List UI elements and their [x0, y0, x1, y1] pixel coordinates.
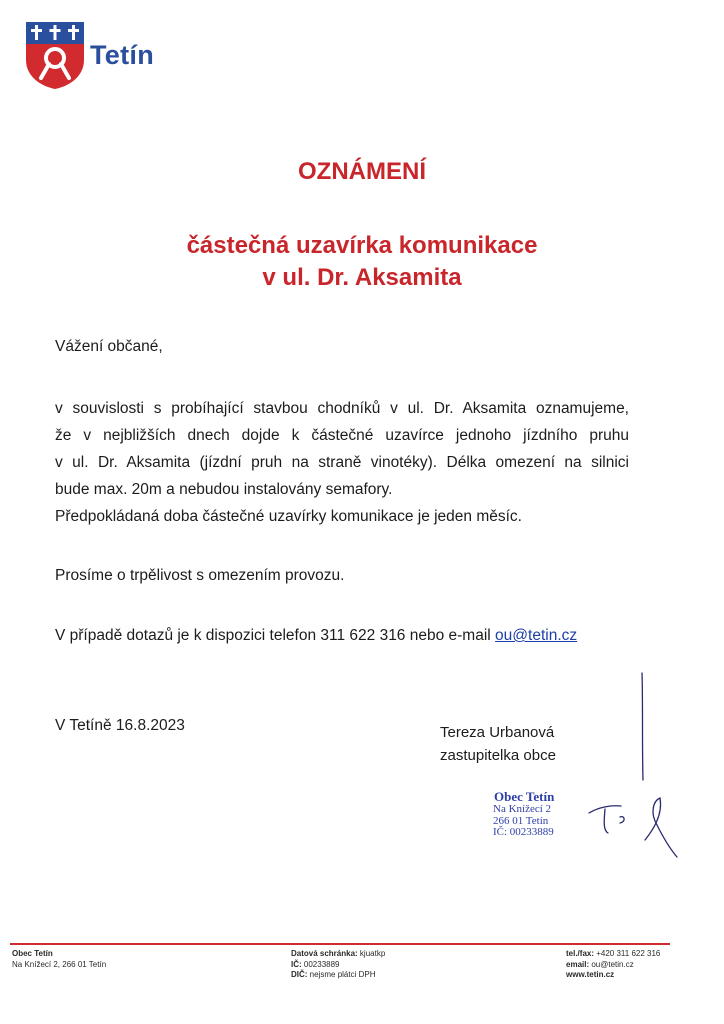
body-line: v ul. Dr. Aksamita (jízdní pruh na straně vinotéky). Délka omezení na silnici [55, 454, 629, 471]
notice-title: OZNÁMENÍ [298, 158, 426, 185]
subtitle-line-1: částečná uzavírka komunikace [186, 232, 538, 259]
brand-name: Tetín [90, 40, 154, 70]
footer-address [12, 949, 106, 970]
contact-text: V případě dotazů je k dispozici telefon 311 622 316 nebo e-mail [55, 627, 496, 644]
tetin-coat-of-arms-logo [24, 20, 86, 90]
body-line: že v nejbližších dnech dojde k částečné uzavírce jednoho jízdního pruhu [55, 427, 629, 444]
footer-org-name: Obec Tetín [12, 949, 53, 958]
footer-web-link[interactable]: www.tetin.cz [566, 970, 615, 979]
body-line: Předpokládaná doba částečné uzavírky komunikace je jeden měsíc. [55, 508, 522, 525]
footer-datova-value: kjuatkp [357, 949, 386, 958]
footer-email-label: email: [566, 959, 590, 969]
greeting: Vážení občané, [55, 338, 163, 355]
signer-block [440, 721, 556, 767]
official-stamp [493, 790, 554, 839]
footer-dic-label: DIČ: [291, 970, 308, 979]
footer-datova-label: Datová schránka: [291, 949, 358, 958]
contact-line [55, 622, 629, 649]
footer-tel-label: tel./fax: [566, 949, 595, 958]
place-and-date: V Tetíně 16.8.2023 [55, 717, 185, 734]
body-line: v souvislosti s probíhající stavbou chodníků v ul. Dr. Aksamita oznamujeme, [55, 400, 629, 417]
footer-ic-value: 00233889 [301, 959, 340, 969]
footer-divider [10, 943, 670, 945]
stamp-line-4: IČ: 00233889 [493, 826, 554, 838]
patience-note: Prosíme o trpělivost s omezením provozu. [55, 567, 345, 584]
footer-email-value[interactable]: ou@tetin.cz [589, 959, 634, 969]
body-line: bude max. 20m a nebudou instalovány semafory. [55, 481, 393, 498]
contact-email-link[interactable]: ou@tetin.cz [495, 627, 578, 644]
footer-ic-label: IČ: [291, 959, 302, 969]
subtitle-line-2: v ul. Dr. Aksamita [262, 264, 462, 291]
footer-contact [566, 949, 660, 981]
notice-body [55, 395, 629, 530]
stamp-line-2: Na Knížecí 2 [493, 803, 552, 815]
footer-tel-value: +420 311 622 316 [594, 949, 661, 958]
footer-ids [291, 949, 385, 981]
stamp-line-1: Obec Tetín [494, 789, 555, 804]
notice-subtitle [0, 230, 724, 294]
footer-dic-value: nejsme plátci DPH [307, 970, 376, 979]
stamp-line-3: 266 01 Tetín [493, 814, 549, 827]
handwritten-signature [575, 665, 685, 865]
signer-role: zastupitelka obce [440, 747, 556, 764]
footer-org-address: Na Knížecí 2, 266 01 Tetín [12, 959, 107, 969]
signer-name: Tereza Urbanová [440, 724, 555, 741]
